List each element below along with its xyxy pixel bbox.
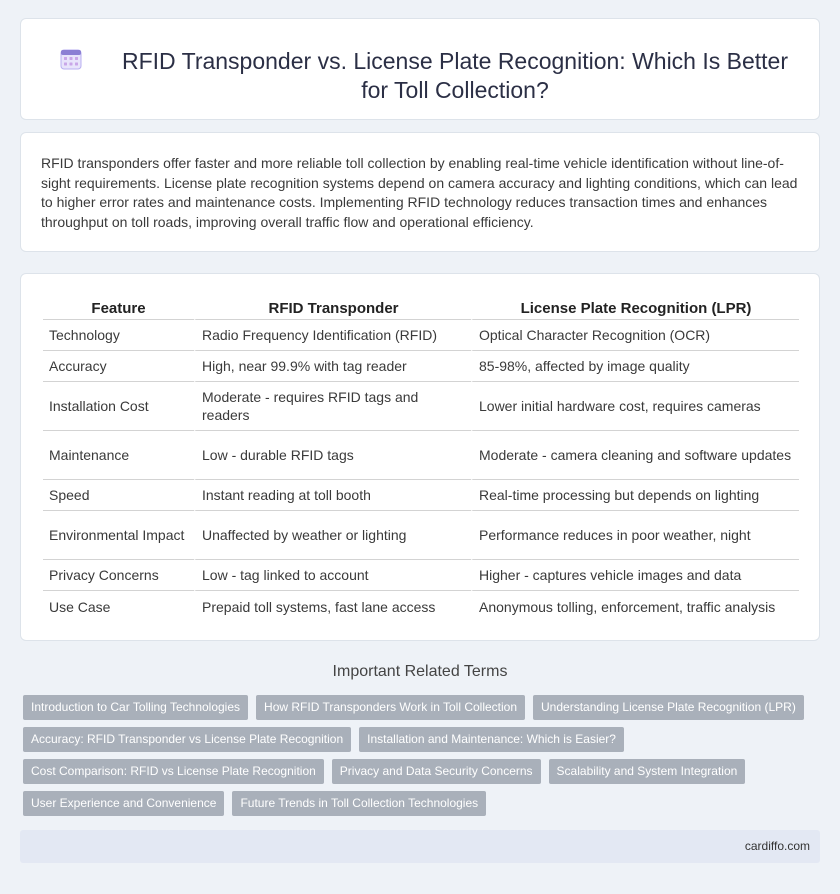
rfid-cell: Low - tag linked to account: [194, 560, 471, 591]
comparison-table: [43, 296, 799, 622]
table-row: [43, 511, 799, 560]
footer-site-link[interactable]: cardiffo.com: [744, 839, 810, 853]
rfid-cell: Prepaid toll systems, fast lane access: [194, 591, 471, 622]
title-card: [20, 18, 820, 120]
lpr-cell: Performance reduces in poor weather, night: [471, 511, 799, 560]
rfid-cell: Moderate - requires RFID tags and readers: [194, 382, 471, 431]
lpr-cell: 85-98%, affected by image quality: [471, 351, 799, 382]
lpr-cell: Optical Character Recognition (OCR): [471, 320, 799, 351]
related-term-tag[interactable]: Installation and Maintenance: Which is Easier?: [359, 727, 624, 752]
table-row: [43, 320, 799, 351]
feature-cell: Technology: [43, 320, 194, 351]
lpr-cell: Real-time processing but depends on lighting: [471, 480, 799, 511]
related-terms-heading: Important Related Terms: [332, 663, 508, 680]
feature-cell: Environmental Impact: [43, 511, 194, 560]
comparison-table-card: [20, 273, 820, 641]
related-term-tag[interactable]: How RFID Transponders Work in Toll Collection: [256, 695, 525, 720]
rfid-cell: Radio Frequency Identification (RFID): [194, 320, 471, 351]
feature-cell: Accuracy: [43, 351, 194, 382]
lpr-cell: Lower initial hardware cost, requires cameras: [471, 382, 799, 431]
feature-cell: Installation Cost: [43, 382, 194, 431]
summary-card: [20, 132, 820, 252]
feature-cell: Privacy Concerns: [43, 560, 194, 591]
feature-cell: Use Case: [49, 598, 111, 615]
rfid-cell: High, near 99.9% with tag reader: [194, 351, 471, 382]
table-row: [43, 591, 799, 622]
related-term-tag[interactable]: Future Trends in Toll Collection Technologies: [232, 791, 486, 816]
page-title: RFID Transponder vs. License Plate Recognition: Which Is Better for Toll Collection?: [121, 48, 789, 103]
feature-cell: Maintenance: [43, 431, 194, 480]
related-term-tag[interactable]: Scalability and System Integration: [549, 759, 746, 784]
footer: [20, 830, 820, 863]
summary-text: RFID transponders offer faster and more reliable toll collection by enabling real-time vehicle identification without line-of-sight requirements. License plate recognition systems depend on camera accuracy and lighting conditions, which can lead to higher error rates and maintenance costs. Implementing RFID technology reduces transaction times and enhances throughput on toll roads, improving overall traffic flow and operational efficiency.: [41, 155, 798, 230]
calendar-grid-icon: [59, 47, 83, 71]
rfid-cell: Unaffected by weather or lighting: [194, 511, 471, 560]
lpr-cell: Anonymous tolling, enforcement, traffic analysis: [471, 591, 799, 622]
related-term-tag[interactable]: Understanding License Plate Recognition (LPR): [533, 695, 804, 720]
related-term-tag[interactable]: Introduction to Car Tolling Technologies: [23, 695, 248, 720]
feature-cell: Speed: [43, 480, 194, 511]
rfid-cell: Low - durable RFID tags: [194, 431, 471, 480]
table-row: [43, 480, 799, 511]
lpr-cell: Higher - captures vehicle images and data: [471, 560, 799, 591]
related-term-tag[interactable]: Cost Comparison: RFID vs License Plate Recognition: [23, 759, 324, 784]
table-row: [43, 351, 799, 382]
lpr-cell: Moderate - camera cleaning and software updates: [471, 431, 799, 480]
table-row: [43, 431, 799, 480]
header-lpr: License Plate Recognition (LPR): [471, 296, 799, 320]
related-term-tag[interactable]: Privacy and Data Security Concerns: [332, 759, 541, 784]
header-rfid: RFID Transponder: [194, 296, 471, 320]
table-header-row: [43, 296, 799, 320]
table-row: [43, 560, 799, 591]
related-term-tag[interactable]: User Experience and Convenience: [23, 791, 224, 816]
related-term-tag[interactable]: Accuracy: RFID Transponder vs License Plate Recognition: [23, 727, 351, 752]
table-row: [43, 382, 799, 431]
related-terms-list: [23, 695, 823, 823]
header-feature: Feature: [43, 296, 194, 320]
rfid-cell: Instant reading at toll booth: [194, 480, 471, 511]
